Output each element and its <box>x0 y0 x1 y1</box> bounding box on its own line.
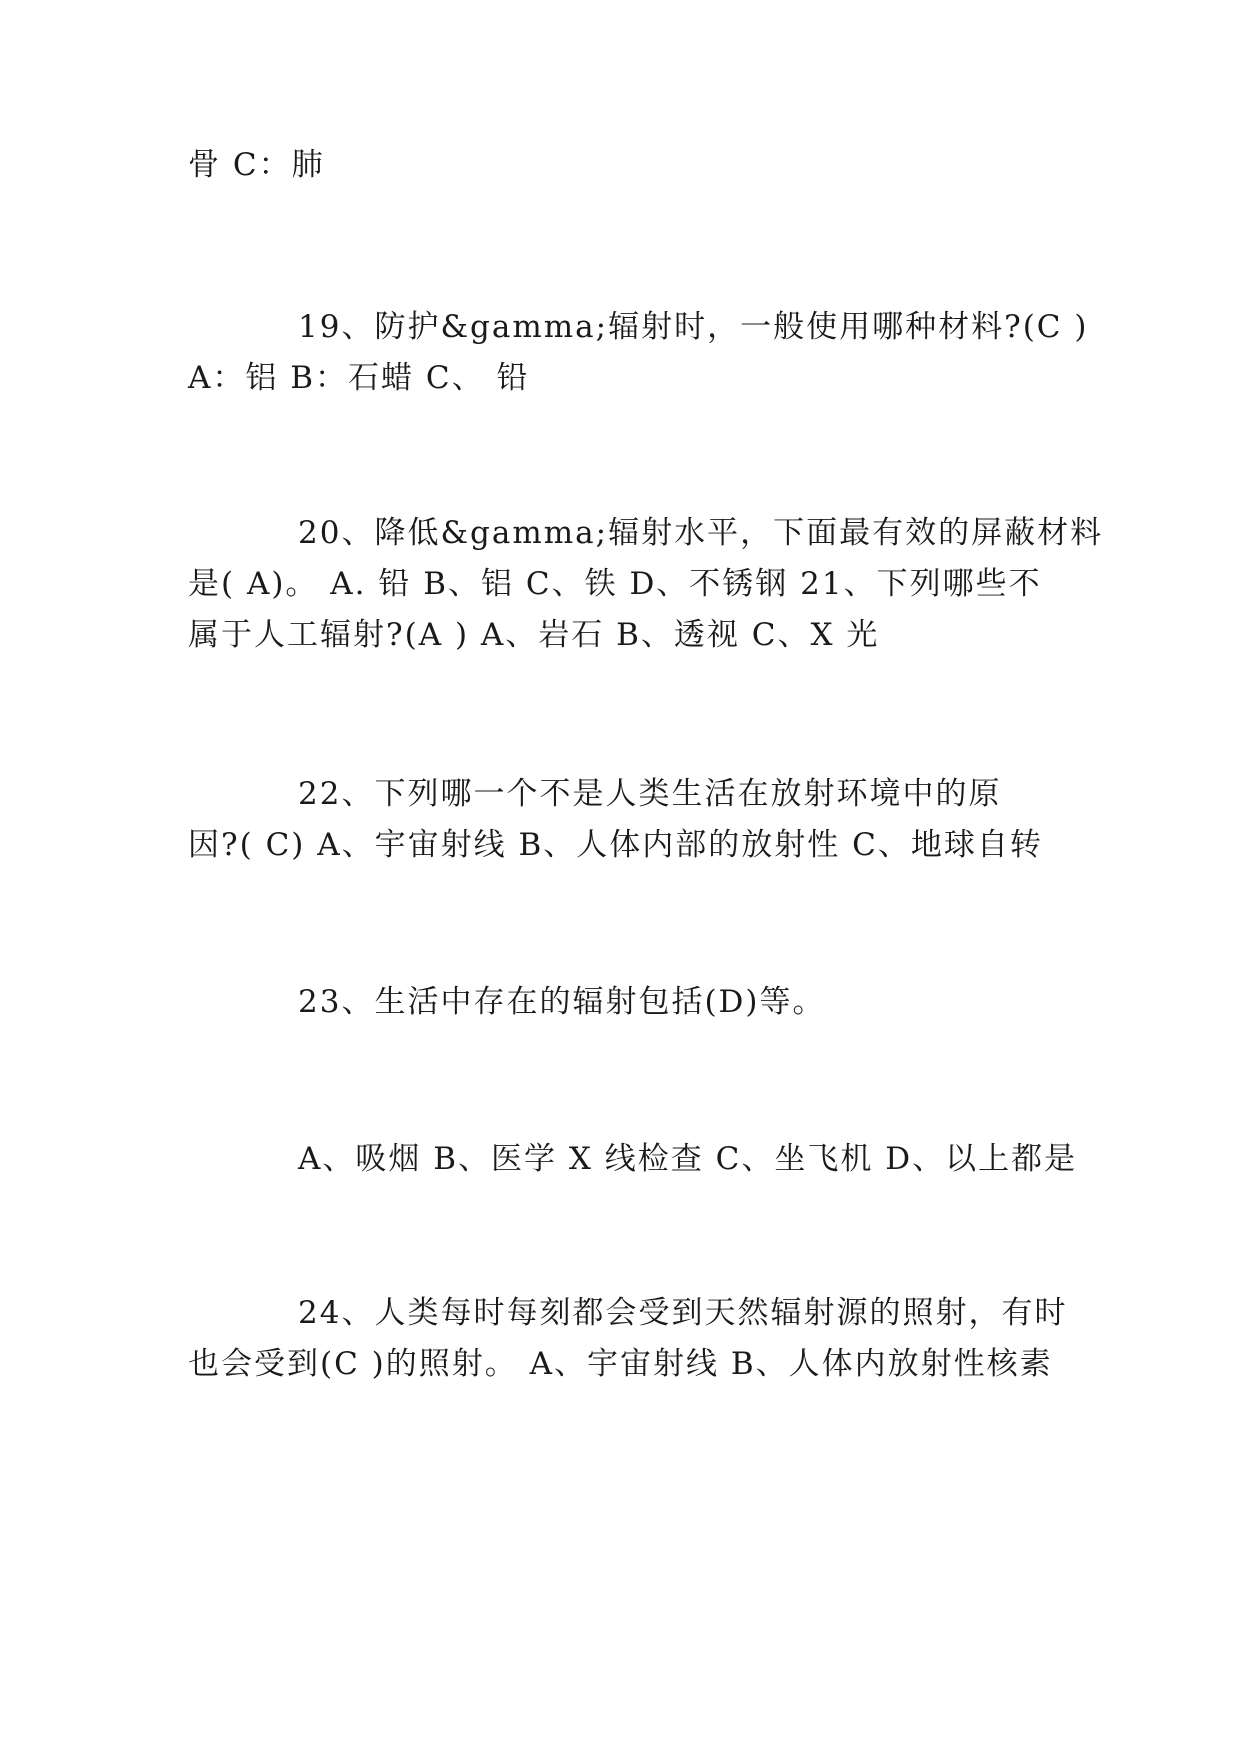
paragraph-q23-options <box>188 1134 1078 1185</box>
text-line: 22、下列哪一个不是人类生活在放射环境中的原 <box>298 776 1002 812</box>
paragraph-q24 <box>188 1288 1068 1390</box>
text-line: 是( A)。 A. 铅 B、铝 C、铁 D、不锈钢 21、下列哪些不 <box>188 566 1042 602</box>
text-line: 20、降低&gamma;辐射水平，下面最有效的屏蔽材料 <box>298 515 1104 551</box>
text-line: 骨 C：肺 <box>188 147 325 183</box>
text-line: 19、防护&gamma;辐射时，一般使用哪种材料?(C ) <box>298 309 1089 345</box>
text-line: 因?( C) A、宇宙射线 B、人体内部的放射性 C、地球自转 <box>188 827 1043 863</box>
text-line: 24、人类每时每刻都会受到天然辐射源的照射，有时 <box>298 1295 1068 1331</box>
text-line: 也会受到(C )的照射。 A、宇宙射线 B、人体内放射性核素 <box>188 1346 1053 1382</box>
text-line: A、吸烟 B、医学 X 线检查 C、坐飞机 D、以上都是 <box>298 1141 1078 1177</box>
paragraph-q19 <box>188 302 1089 404</box>
paragraph-q20-q21 <box>188 508 1104 661</box>
text-line: A：铝 B：石蜡 C、 铅 <box>188 360 530 396</box>
text-line: 属于人工辐射?(A ) A、岩石 B、透视 C、X 光 <box>188 617 880 653</box>
paragraph-q23 <box>188 977 1058 1028</box>
paragraph-q22 <box>188 769 1058 871</box>
paragraph-q18-tail <box>188 140 1058 191</box>
text-line: 23、生活中存在的辐射包括(D)等。 <box>298 984 826 1020</box>
